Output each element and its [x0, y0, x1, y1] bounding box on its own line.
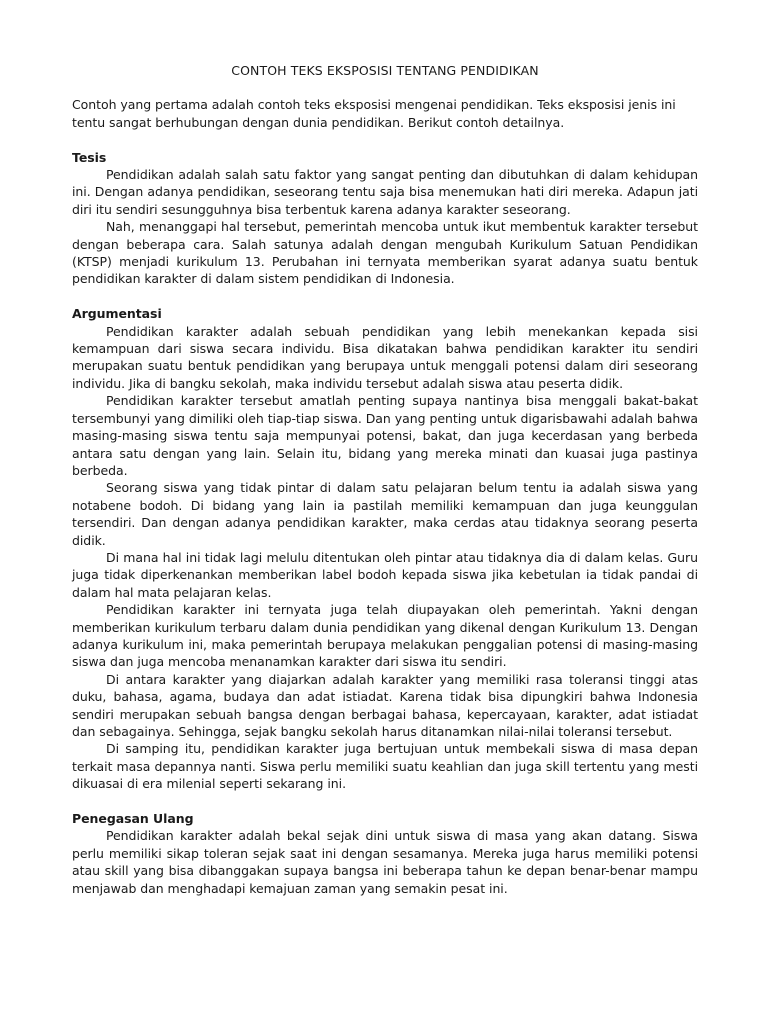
document-content [72, 62, 698, 914]
paragraph: Pendidikan adalah salah satu faktor yang sangat penting dan dibutuhkan di dalam kehidupan ini. Dengan adanya pendidikan, seseorang tentu saja bisa menemukan hati diri mereka. Adapun jati diri itu sendiri sesungguhnya bisa terbentuk karena adanya karakter seseorang. [72, 167, 698, 217]
paragraph: Pendidikan karakter adalah bekal sejak dini untuk siswa di masa yang akan datang. Siswa perlu memiliki sikap toleran sejak saat ini dengan sesamanya. Mereka juga harus memiliki potensi atau skill yang bisa dibanggakan supaya bangsa ini beberapa tahun ke depan benar-benar mampu menjawab dan menghadapi kemajuan zaman yang semakin pesat ini. [72, 828, 698, 896]
paragraph: Di antara karakter yang diajarkan adalah karakter yang memiliki rasa toleransi tinggi atas duku, bahasa, agama, budaya dan adat istiadat. Karena tidak bisa dipungkiri bahwa Indonesia sendiri merupakan sebuah bangsa dengan berbagai bahasa, kepercayaan, karakter, adat istiadat dan sebagainya. Sehingga, sejak bangku sekolah harus ditanamkan nilai-nilai toleransi tersebut. [72, 671, 698, 739]
intro-paragraph: Contoh yang pertama adalah contoh teks eksposisi mengenai pendidikan. Teks eksposisi jenis ini tentu sangat berhubungan dengan dunia pendidikan. Berikut contoh detailnya. [72, 97, 676, 130]
section-heading: Tesis [72, 149, 107, 165]
paragraph: Pendidikan karakter tersebut amatlah penting supaya nantinya bisa menggali bakat-bakat tersembunyi yang dimiliki oleh tiap-tiap siswa. Dan yang penting untuk digarisbawahi adalah bahwa masing-masing siswa tentu saja mempunyai potensi, bakat, dan juga kecerdasan yang berbeda antara satu dengan yang lain. Selain itu, bidang yang mereka minati dan kuasai juga pastinya berbeda. [72, 393, 698, 478]
section-tesis [72, 149, 698, 288]
document-title: CONTOH TEKS EKSPOSISI TENTANG PENDIDIKAN [231, 63, 539, 78]
section-penegasan-ulang [72, 810, 698, 897]
paragraph: Di samping itu, pendidikan karakter juga bertujuan untuk membekali siswa di masa depan terkait masa depannya nanti. Siswa perlu memiliki suatu keahlian dan juga skill tertentu yang mesti dikuasai di era milenial seperti sekarang ini. [72, 741, 698, 792]
paragraph: Nah, menanggapi hal tersebut, pemerintah mencoba untuk ikut membentuk karakter tersebut dengan beberapa cara. Salah satunya adalah dengan mengubah Kurikulum Satuan Pendidikan (KTSP) menjadi kurikulum 13. Perubahan ini ternyata memberikan syarat adanya suatu bentuk pendidikan karakter di dalam sistem pendidikan di Indonesia. [72, 219, 698, 287]
section-argumentasi [72, 305, 698, 792]
section-heading: Argumentasi [72, 306, 162, 322]
section-heading: Penegasan Ulang [72, 811, 194, 827]
paragraph: Di mana hal ini tidak lagi melulu ditentukan oleh pintar atau tidaknya dia di dalam kelas. Guru juga tidak diperkenankan memberikan label bodoh kepada siswa jika kebetulan ia tidak pandai di dalam hal mata pelajaran kelas. [72, 549, 698, 600]
paragraph: Pendidikan karakter adalah sebuah pendidikan yang lebih menekankan kepada sisi kemampuan dari siswa secara individu. Bisa dikatakan bahwa pendidikan karakter itu sendiri merupakan suatu bentuk pendidikan yang berupaya untuk menggali potensi dalam diri seseorang individu. Jika di bangku sekolah, maka individu tersebut adalah siswa atau peserta didik. [72, 323, 698, 391]
paragraph: Seorang siswa yang tidak pintar di dalam satu pelajaran belum tentu ia adalah siswa yang notabene bodoh. Di bidang yang lain ia pastilah memiliki kemampuan dan juga keunggulan tersendiri. Dan dengan adanya pendidikan karakter, maka cerdas atau tidaknya seorang peserta didik. [72, 480, 698, 548]
paragraph: Pendidikan karakter ini ternyata juga telah diupayakan oleh pemerintah. Yakni dengan memberikan kurikulum terbaru dalam dunia pendidikan yang dikenal dengan Kurikulum 13. Dengan adanya kurikulum ini, maka pemerintah berupaya melakukan penggalian potensi di masing-masing siswa dan juga mencoba menanamkan karakter dari siswa itu sendiri. [72, 602, 698, 670]
